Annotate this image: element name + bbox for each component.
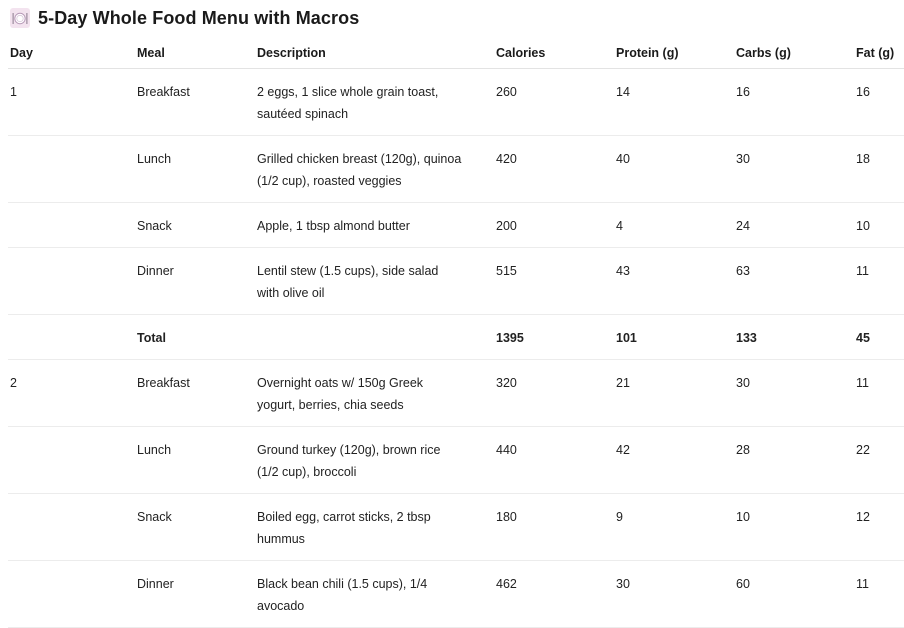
cell-calories: 320 bbox=[494, 360, 614, 427]
header-day: Day bbox=[8, 38, 135, 69]
cell-day bbox=[8, 136, 135, 203]
cell-calories: 515 bbox=[494, 248, 614, 315]
cell-fat: 12 bbox=[854, 494, 904, 561]
cell-meal: Dinner bbox=[135, 248, 255, 315]
cell-day bbox=[8, 315, 135, 360]
cell-day: 2 bbox=[8, 360, 135, 427]
cell-meal: Snack bbox=[135, 203, 255, 248]
cell-description: Black bean chili (1.5 cups), 1/4 avocado bbox=[255, 561, 494, 628]
table-row bbox=[8, 203, 904, 248]
cell-day bbox=[8, 203, 135, 248]
page-title bbox=[10, 6, 359, 30]
menu-table bbox=[8, 38, 904, 628]
cell-protein: 9 bbox=[614, 494, 734, 561]
header-description: Description bbox=[255, 38, 494, 69]
cell-protein: 4 bbox=[614, 203, 734, 248]
cell-meal: Snack bbox=[135, 494, 255, 561]
cell-protein: 40 bbox=[614, 136, 734, 203]
cell-meal: Breakfast bbox=[135, 69, 255, 136]
cell-fat: 11 bbox=[854, 561, 904, 628]
cell-protein: 21 bbox=[614, 360, 734, 427]
cell-carbs: 28 bbox=[734, 427, 854, 494]
cell-description: Apple, 1 tbsp almond butter bbox=[255, 203, 494, 248]
cell-meal: Dinner bbox=[135, 561, 255, 628]
cell-meal: Lunch bbox=[135, 427, 255, 494]
cell-carbs: 133 bbox=[734, 315, 854, 360]
cell-carbs: 30 bbox=[734, 136, 854, 203]
total-row bbox=[8, 315, 904, 360]
cell-fat: 45 bbox=[854, 315, 904, 360]
cell-carbs: 24 bbox=[734, 203, 854, 248]
cell-calories: 462 bbox=[494, 561, 614, 628]
cell-carbs: 16 bbox=[734, 69, 854, 136]
cell-meal: Breakfast bbox=[135, 360, 255, 427]
cell-calories: 180 bbox=[494, 494, 614, 561]
cell-carbs: 10 bbox=[734, 494, 854, 561]
cell-protein: 14 bbox=[614, 69, 734, 136]
cell-fat: 22 bbox=[854, 427, 904, 494]
cell-description: Overnight oats w/ 150g Greek yogurt, berries, chia seeds bbox=[255, 360, 494, 427]
plate-cutlery-icon bbox=[10, 8, 30, 28]
cell-day bbox=[8, 427, 135, 494]
cell-day bbox=[8, 248, 135, 315]
cell-description: Lentil stew (1.5 cups), side salad with olive oil bbox=[255, 248, 494, 315]
cell-protein: 101 bbox=[614, 315, 734, 360]
cell-fat: 11 bbox=[854, 360, 904, 427]
cell-day bbox=[8, 561, 135, 628]
table-row bbox=[8, 136, 904, 203]
cell-description: Ground turkey (120g), brown rice (1/2 cup), broccoli bbox=[255, 427, 494, 494]
cell-carbs: 60 bbox=[734, 561, 854, 628]
cell-calories: 1395 bbox=[494, 315, 614, 360]
page-title-text: 5-Day Whole Food Menu with Macros bbox=[38, 7, 360, 28]
table-row bbox=[8, 69, 904, 136]
cell-carbs: 63 bbox=[734, 248, 854, 315]
cell-meal: Total bbox=[135, 315, 255, 360]
header-fat: Fat (g) bbox=[854, 38, 904, 69]
table-row bbox=[8, 248, 904, 315]
cell-fat: 16 bbox=[854, 69, 904, 136]
table-row bbox=[8, 494, 904, 561]
table-row bbox=[8, 427, 904, 494]
cell-description: Boiled egg, carrot sticks, 2 tbsp hummus bbox=[255, 494, 494, 561]
cell-description: 2 eggs, 1 slice whole grain toast, sautéed spinach bbox=[255, 69, 494, 136]
cell-description: Grilled chicken breast (120g), quinoa (1/2 cup), roasted veggies bbox=[255, 136, 494, 203]
cell-protein: 42 bbox=[614, 427, 734, 494]
cell-calories: 200 bbox=[494, 203, 614, 248]
cell-day bbox=[8, 494, 135, 561]
header-calories: Calories bbox=[494, 38, 614, 69]
table-header-row bbox=[8, 38, 904, 69]
header-carbs: Carbs (g) bbox=[734, 38, 854, 69]
cell-fat: 11 bbox=[854, 248, 904, 315]
header-protein: Protein (g) bbox=[614, 38, 734, 69]
cell-calories: 440 bbox=[494, 427, 614, 494]
table-row bbox=[8, 360, 904, 427]
cell-calories: 420 bbox=[494, 136, 614, 203]
cell-protein: 30 bbox=[614, 561, 734, 628]
table-row bbox=[8, 561, 904, 628]
cell-meal: Lunch bbox=[135, 136, 255, 203]
header-meal: Meal bbox=[135, 38, 255, 69]
cell-fat: 18 bbox=[854, 136, 904, 203]
cell-calories: 260 bbox=[494, 69, 614, 136]
cell-day: 1 bbox=[8, 69, 135, 136]
cell-carbs: 30 bbox=[734, 360, 854, 427]
cell-protein: 43 bbox=[614, 248, 734, 315]
cell-fat: 10 bbox=[854, 203, 904, 248]
cell-description bbox=[255, 315, 494, 360]
